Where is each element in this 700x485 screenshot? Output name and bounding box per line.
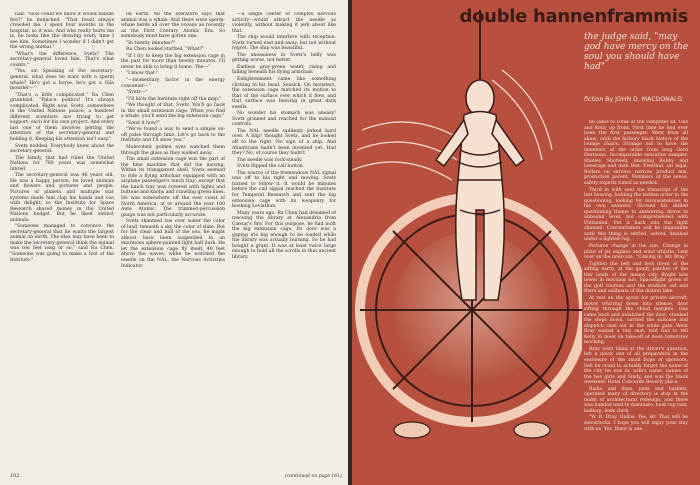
series-title: double hannenframmis [459, 6, 688, 27]
paragraph: No wonder his stomach was uneasy! Svetz grinned and reached for the manual controls. [232, 111, 336, 128]
story-deck: the judge said, "may god have mercy on the soul you should have had" [584, 32, 689, 72]
paragraph: At rest on the apron for private aircraft, motor whirring down into silence, door sifting through the cloud mergers. Gus came back and unlatched the door, cranked the steps down, carried the suitcase and dispatch case out to the white gate. Went Bray waited a tiny seat, told Gus to tell Kelly to meet on take-off at noon tomorrow morning. [584, 295, 688, 346]
paragraph: The ship would interfere with reception. Svetz turned east and away, but not without regret. The ship was beautiful. [232, 35, 336, 52]
paragraph: Many years ago, Ra Chen had dreamed of rescuing the library at Alexandria from Caesar's fire. For this purpose, he had built the big extension cage. Its door was a gaping iris big enough to be loaded while the library was actually burning. So he had bought a grant. It was at least twice large enough to hold all the scrolls in that ancient library. [232, 210, 336, 260]
paragraph: Ra Chen looked startled. "What?" [126, 47, 205, 53]
byline [584, 96, 692, 103]
paragraph: "In twenty minutes?" [126, 40, 175, 46]
paragraph: Endless gray-green water, rising and falling beneath his flying armchair. [232, 64, 336, 76]
paragraph: Radio and lines, pads and baskets, operated many of directory is stop in the midst of architectural redesign, and there was handed next to dominate, held cup rain, bellhop, desk clerk. [584, 386, 688, 414]
paragraph: Bray went blind at the driver's question, left a quick one of all preparation in the enclosure of the small hope of sponsors. Felt he could to actually forget the name of the city he was in, wife's name, names of the two girls and Sindy, and was the black weekend. Hotel Concorde Beverly place. [584, 346, 688, 386]
text-column-3 [232, 12, 336, 470]
paragraph: "We've found a way to send a simple on-off pulse through time. Let's go back to the Institute and I'll show you." [121, 127, 225, 144]
paragraph: The uneasiness in Svetz's belly was getting worse, not better. [232, 52, 336, 64]
paragraph: "W. B. Bray. Dallas. Yes, sir. That will be sincerlocks. I hope you will enjoy your stay with us. Yes, there is one [584, 415, 688, 432]
paragraph: "Send it how?" [126, 120, 161, 126]
byline-author: By JOHN D. MACDONALD [605, 96, 683, 103]
paragraph: he came to come at the computer sit. Gus and Kelly up front. First time he had ever been the first passenger. Went from all alone, until the hickory black history of the lounge chairs. Strange not to have the members of the order from long Gerd Hermann. Incomparable sensative sampler. Stanley Shotwell, knowing Bobby and Leverage and dark Ben. Everlind, sat legal. Rollers on service, narrow, product mix, production parent. Numbers of the sense, safety experts tuned as needed. [584, 120, 688, 187]
paragraph: "We thought of that, Svetz. You'll go back in the small extension cage. When you find a whale, you'll send the big extension cage." [121, 103, 225, 120]
paragraph: "I know that." [126, 71, 159, 77]
right-page [352, 0, 700, 485]
paragraph: Malevolent golden eyes watched them through the glass as they walked away. [121, 145, 225, 156]
paragraph: The family that had ruled the United Nations for 700 years was somewhat inbred. [10, 155, 114, 172]
paragraph: Enlightenment came like something clicking in his head. Seasick. On monsters, the extension cage matched its motion to that of the surface over which it flew, and that surface was heaving in great dark swells. [232, 77, 336, 110]
paragraph: Pictures change in the sun. Change in plate of jet engines and wind whistle. Lent over on the intercom. "Coming in, Mr. Bray." [584, 244, 688, 261]
paragraph: —a single center of complex nervous activity—would attract the needle as violently, without making it jerk about like that. [232, 12, 336, 34]
text-column-2 [121, 12, 225, 470]
paragraph: The needle was rock-steady. [237, 157, 303, 163]
left-page [0, 0, 348, 485]
paragraph: "—momentary factor in the energy consumer—" [121, 78, 225, 89]
paragraph: "What's the difference, Svetz? The secretary-general loved him. That's what counts." [10, 51, 114, 68]
paragraph: "That's a little complicated," Ra Chen grumbled. "Palace politics! It's always complicated. Right now, Svetz, somewhere in the United Nations palace, a hundred different scientists are trying to get support, each for his own project. And every last one of them involves getting the attention of the secretary-general and holding it. Keeping his attention isn't easy." [10, 92, 114, 143]
paragraph: Third in with sent the transcript of the last hearing, holding the hidden order in the questioning, looking for inconsistencies in his own answers. Showed his skilled questioning theme to answering, drove to unbound level, but comprehended with Finlanded. Put it back into the right channel. Concentration will be impossible until this thing is settled, solved, finished under a lighted rug. [584, 187, 688, 243]
text-column-1 [10, 12, 114, 470]
paragraph: "Svetz—" [126, 90, 148, 96]
paragraph: "If I try to keep the big extension cage in the past for more than twenty minutes, I'll never be able to bring it home. The—" [121, 53, 225, 70]
paragraph: "I'll blow the Institute right off the map." [126, 96, 222, 102]
continued-note: (continued on page 161) [285, 474, 342, 479]
paragraph: "Yes, sir. Speaking of the secretary-general, what does he want with a sperm whale? He's got a horse, he's got a Gila monster—" [10, 69, 114, 92]
page-number: 102 [10, 473, 20, 479]
paragraph: on earth. All the literature says that animal was a whale. And there were sperm-whale herds all over the oceans as recently as the First Century Atomic Era. So somebody must have gotten one. [121, 12, 225, 40]
paragraph: The source of the tremendous NAL signal was off to his right and moving. Svetz turned to follow it. It would be minutes before the call signal reached the Institute for Temporal Research and sent the big extension cage with its weaponry for hooking Leviathan. [232, 170, 336, 210]
paragraph: The small extension cage was the part of the time machine that did the moving. Within its transparent shell, Svetz seemed to ride a flying armchair equipped with an airplane passenger's lunch tray; except that the lunch tray was covered with lights and buttons and knobs and crawling green lines. He was somewhere off the east coast of North America, at or around the year 100 Ante Atomic. The trimmed-percussion gauge was not particularly accurate. [121, 157, 225, 218]
illustration-image [352, 10, 582, 475]
byline-label: fiction [584, 96, 604, 103]
paragraph: The NAL needle suddenly jerked hard over. A blip! thought Svetz, and he looked off to the right. No sign of a ship. And Atlanticans hadn't been invented yet. Had they? No, of course they hadn't. [232, 128, 336, 157]
paragraph: Svetz nodded. Everybody knew about the secretary-general. [10, 143, 114, 155]
paragraph: hair. "How could we know it would handle fire?" he mimicked. "That fossil always crowded me. I spent four months in the hospital, so it was. And who really hurts me is, he looks like the drawing every time I see him. Sometimes I wonder if I didn't get the wrong animal." [10, 12, 114, 51]
paragraph: Svetz skimmed low over water the color of lead, beneath a sky the color of slate. But for the clear and hull of the sea, he might almost have been suspended in an enormous sphere painted light half dark. He let the extension cage fly itself, 40 feet above the waves, while he watched the needle on the NAL, the Nervous Activities Indicator. [121, 219, 225, 269]
paragraph: "Someone managed to convince the secretary-general that he wants the largest animal on earth. The idea may have been to make the secretary-general think the animal was ten feet long or so," said Ra Chen. "Someone was going to make a fool of the Institute." [10, 224, 114, 263]
paragraph: Tighten the belt and look down at the sifting earth, at the gaudy patches of the tiny lands of the money city. Bright kite tower in morning sun. Spaceflight green of the golf courses and the stadium out and there and sailboats of the distant lake. [584, 261, 688, 295]
paragraph: Svetz flipped the call button. [237, 164, 305, 170]
text-column-right [584, 120, 688, 470]
paragraph: The secretary-general was 46 years old. He was a happy person; he loved animals and flowers and pictures and people. Pictures of planets and multiple star systems made him clap his hands and coo with delight; so the Institute for Space Research shared money in the United Nations budget. But he liked extinct animals. [10, 173, 114, 223]
